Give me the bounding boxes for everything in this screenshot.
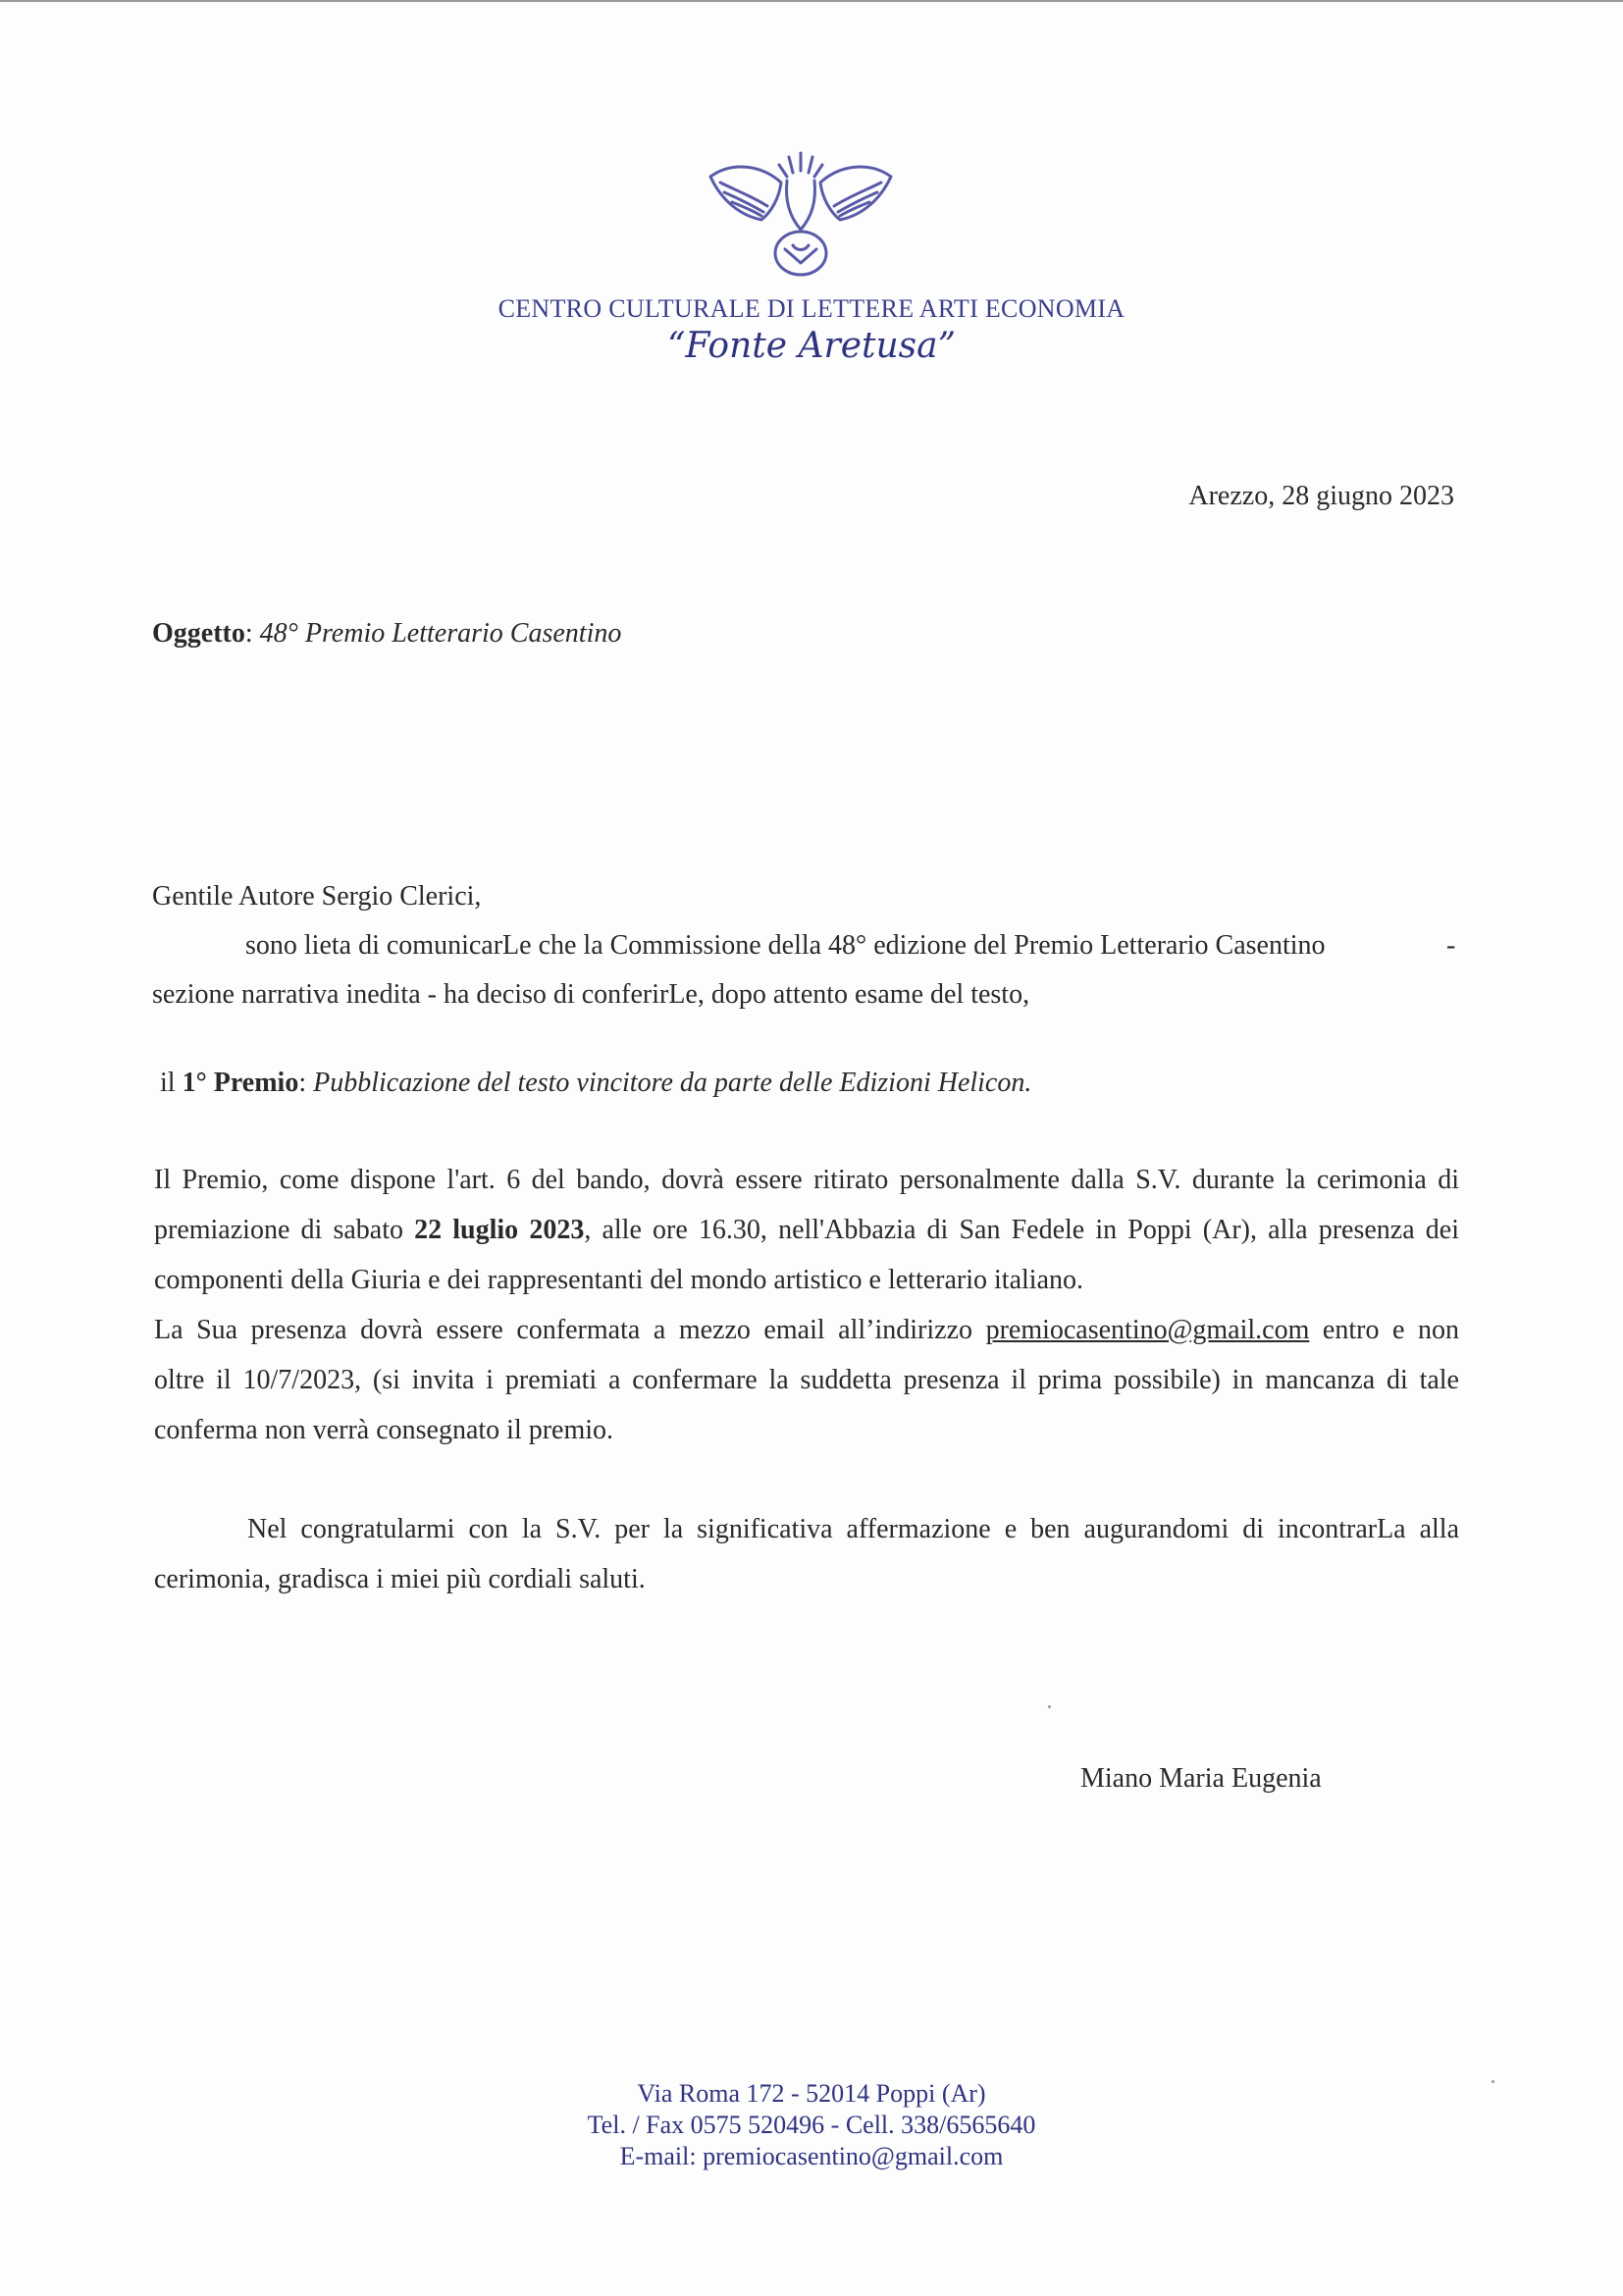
paragraph-4-line-1: Nel congratularmi con la S.V. per la significativa affermazione e ben augurandomi di incontrarLa alla — [247, 1514, 1459, 1544]
signature: Miano Maria Eugenia — [1080, 1763, 1322, 1794]
subject-colon: : — [244, 618, 260, 649]
prize-label: 1° Premio — [182, 1068, 299, 1098]
scan-edge — [0, 0, 1623, 2]
salutation: Gentile Autore Sergio Clerici, — [152, 881, 482, 912]
paragraph-1-line-2: sezione narrativa inedita - ha deciso di conferirLe, dopo attento esame del testo, — [152, 979, 1030, 1010]
p3-line-1-a: La Sua presenza dovrà essere confermata a mezzo email all’indirizzo — [154, 1315, 986, 1345]
paragraph-1-line-1: sono lieta di comunicarLe che la Commissione della 48° edizione del Premio Letterario Casentino — [245, 930, 1326, 961]
p2-line-2-a: premiazione di sabato — [154, 1215, 415, 1245]
paragraph-1-dash: - — [1446, 930, 1456, 961]
ceremony-date: 22 luglio 2023 — [414, 1215, 585, 1245]
prize-colon: : — [298, 1068, 314, 1098]
paragraph-3-line-3: conferma non verrà consegnato il premio. — [154, 1415, 614, 1445]
organization-subtitle: “Fonte Aretusa” — [667, 326, 956, 366]
organization-name: CENTRO CULTURALE DI LETTERE ARTI ECONOMIA — [497, 294, 1126, 323]
dove-logo-icon — [703, 147, 899, 285]
paragraph-2-line-1: Il Premio, come dispone l'art. 6 del bando, dovrà essere ritirato personalmente dalla S.V. durante la cerimonia di — [154, 1165, 1459, 1195]
prize-prefix: il — [160, 1068, 183, 1098]
footer-phones: Tel. / Fax 0575 520496 - Cell. 338/6565640 — [587, 2111, 1036, 2139]
p2-line-2-c: , alle ore 16.30, nell'Abbazia di San Fedele in Poppi (Ar), alla presenza dei — [584, 1215, 1459, 1245]
subject-value: 48° Premio Letterario Casentino — [259, 618, 622, 649]
subject-label: Oggetto — [152, 618, 245, 649]
paragraph-2-line-2 — [154, 1215, 1459, 1246]
email-link[interactable]: premiocasentino@gmail.com — [985, 1315, 1310, 1345]
letter-date: Arezzo, 28 giugno 2023 — [1188, 481, 1454, 511]
prize-value: Pubblicazione del testo vincitore da parte delle Edizioni Helicon. — [313, 1068, 1032, 1098]
prize-line — [160, 1068, 1031, 1099]
footer-email: E-mail: premiocasentino@gmail.com — [619, 2142, 1004, 2170]
paragraph-4-line-2: cerimonia, gradisca i miei più cordiali saluti. — [154, 1564, 646, 1594]
paragraph-3-line-2: oltre il 10/7/2023, (si invita i premiati a confermare la suddetta presenza il prima possibile) in mancanza di tale — [154, 1365, 1459, 1395]
paragraph-2-line-3: componenti della Giuria e dei rappresentanti del mondo artistico e letterario italiano. — [154, 1265, 1083, 1295]
scan-speck — [1048, 1705, 1051, 1708]
footer-address: Via Roma 172 - 52014 Poppi (Ar) — [637, 2079, 986, 2108]
p3-line-1-b: entro e non — [1309, 1315, 1459, 1345]
subject-line — [152, 618, 621, 650]
paragraph-3-line-1 — [154, 1315, 1459, 1346]
